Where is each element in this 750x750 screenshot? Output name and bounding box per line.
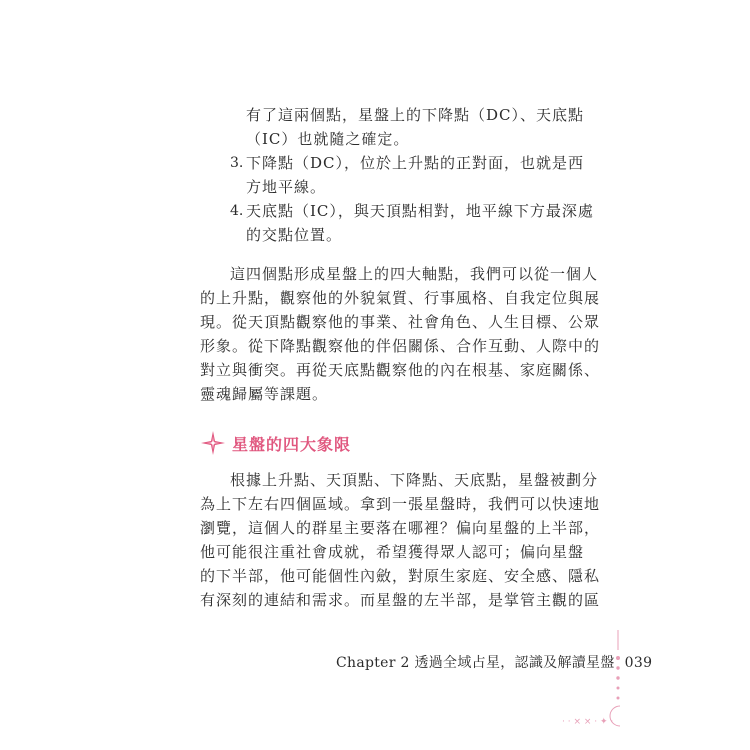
- paragraph-line: 他可能很注重社會成就，希望獲得眾人認可；偏向星盤: [200, 543, 585, 561]
- paragraph-line: 的上升點，觀察他的外貌氣質、行事風格、自我定位與展: [200, 289, 601, 307]
- svg-text:· · × × · ✦ ·: · · × × · ✦ ·: [562, 717, 614, 727]
- section-title: 星盤的四大象限: [232, 434, 352, 454]
- list-item-text: 的交點位置。: [246, 226, 343, 244]
- paragraph-line: 形象。從下降點觀察他的伴侶關係、合作互動、人際中的: [200, 337, 601, 355]
- page-number: 039: [624, 655, 653, 671]
- paragraph-line: 為上下左右四個區域。拿到一張星盤時，我們可以快速地: [200, 495, 601, 513]
- sparkle-star-icon: [200, 430, 226, 456]
- paragraph-line: 靈魂歸屬等課題。: [200, 385, 329, 403]
- paragraph-line: 瀏覽，這個人的群星主要落在哪裡？偏向星盤的上半部，: [200, 519, 601, 537]
- paragraph-line: 根據上升點、天頂點、下降點、天底點，星盤被劃分: [230, 471, 599, 489]
- paragraph-line: 這四個點形成星盤上的四大軸點，我們可以從一個人: [230, 265, 599, 283]
- paragraph-line: 對立與衝突。再從天底點觀察他的內在根基、家庭關係、: [200, 361, 601, 379]
- paragraph-line: 的下半部，他可能個性內斂，對原生家庭、安全感、隱私: [200, 567, 601, 585]
- chapter-title: Chapter 2 透過全域占星，認識及解讀星盤: [336, 655, 615, 671]
- list-item-number: 3.: [230, 155, 244, 171]
- list-continuation-line: 有了這兩個點，星盤上的下降點（DC）、天底點: [246, 106, 585, 124]
- list-continuation-line: （IC）也就隨之確定。: [246, 130, 410, 148]
- list-item-number: 4.: [230, 203, 244, 219]
- list-item-text: 方地平線。: [246, 178, 327, 196]
- section-heading: [200, 430, 351, 456]
- crescent-moon-ornament-icon: [560, 628, 632, 732]
- paragraph-line: 有深刻的連結和需求。而星盤的左半部，是掌管主觀的區: [200, 591, 601, 609]
- list-item-text: 下降點（DC），位於上升點的正對面，也就是西: [246, 154, 585, 172]
- paragraph-line: 現。從天頂點觀察他的事業、社會角色、人生目標、公眾: [200, 313, 601, 331]
- list-item-text: 天底點（IC），與天頂點相對，地平線下方最深處: [246, 202, 594, 220]
